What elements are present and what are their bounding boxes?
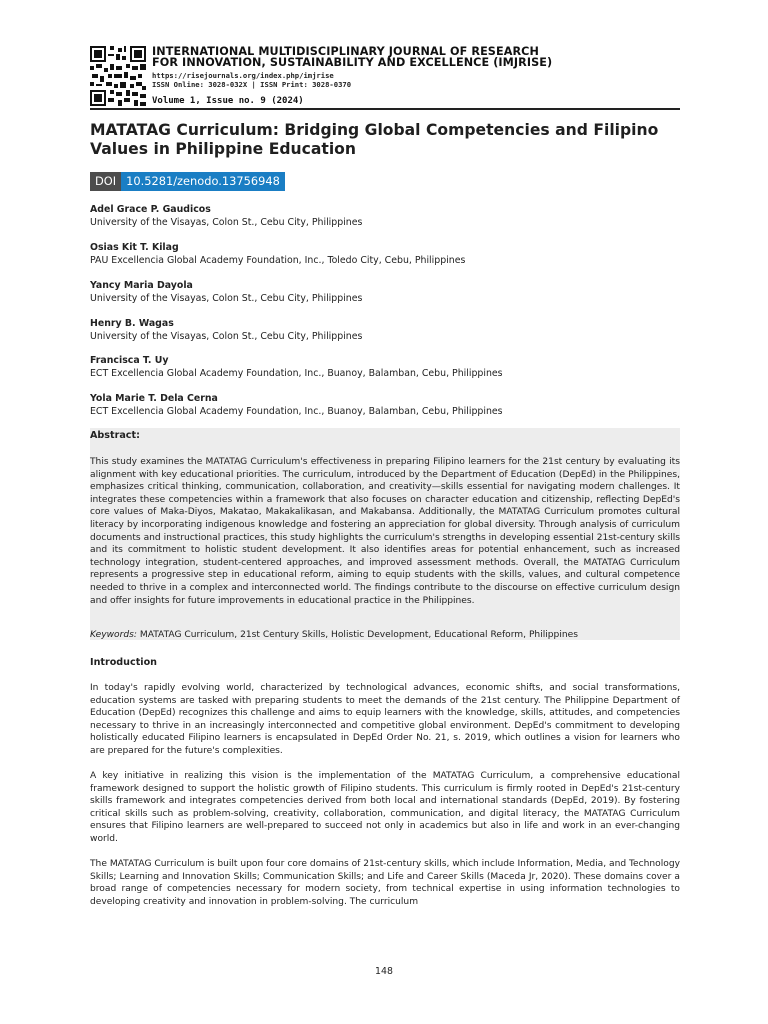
volume-issue: Volume 1, Issue no. 9 (2024)	[152, 96, 304, 106]
author-block	[90, 242, 690, 267]
article-title: MATATAG Curriculum: Bridging Global Competencies and Filipino Values in Philippine Education	[90, 121, 659, 158]
introduction-heading: Introduction	[90, 657, 157, 668]
author-affiliation: University of the Visayas, Colon St., Cebu City, Philippines	[90, 216, 363, 228]
author-name: Yola Marie T. Dela Cerna	[90, 393, 218, 404]
author-affiliation: University of the Visayas, Colon St., Cebu City, Philippines	[90, 330, 363, 342]
abstract-text: This study examines the MATATAG Curriculum's effectiveness in preparing Filipino learners for the 21st century by evaluating its alignment with key educational priorities. The curriculum, introduced by the Department of Education (DepEd) in the Philippines, emphasizes critical thinking, communication, collaboration, and creativity—skills essential for navigating modern challenges. It integrates these competencies within a framework that also focuses on character education and citizenship, reflecting DepEd's core values of Maka-Diyos, Makatao, Makakalikasan, and Makabansa. Additionally, the MATATAG Curriculum promotes cultural literacy by incorporating indigenous knowledge and fostering an appreciation for global diversity. Through analysis of curriculum documents and instructional practices, this study highlights the curriculum's strengths in developing essential 21st-century skills and its commitment to holistic student development. It also identifies areas for potential enhancement, such as increased technology integration, student-centered approaches, and improved assessment methods. Overall, the MATATAG Curriculum represents a progressive step in educational reform, aiming to equip students with the skills, values, and cultural competence needed to thrive in a complex and interconnected world. The findings contribute to the discourse on effective curriculum design and offer insights for future improvements in educational practice in the Philippines.	[90, 457, 680, 606]
author-name: Francisca T. Uy	[90, 355, 169, 366]
author-block	[90, 280, 690, 305]
keywords-label: Keywords:	[90, 630, 137, 640]
author-name: Osias Kit T. Kilag	[90, 242, 179, 253]
keywords-list: MATATAG Curriculum, 21st Century Skills, Holistic Development, Educational Reform, Philippines	[139, 630, 578, 640]
author-affiliation: ECT Excellencia Global Academy Foundation, Inc., Buanoy, Balamban, Cebu, Philippines	[90, 367, 503, 379]
author-block	[90, 318, 690, 343]
author-name: Yancy Maria Dayola	[90, 280, 193, 291]
doi-link[interactable]: 10.5281/zenodo.13756948	[121, 172, 285, 191]
author-block	[90, 204, 690, 229]
doi-badge[interactable]	[90, 172, 285, 191]
journal-title-line-2: FOR INNOVATION, SUSTAINABILITY AND EXCELLENCE (IMJRISE)	[152, 56, 553, 69]
abstract-heading: Abstract:	[90, 430, 140, 441]
intro-paragraph: In today's rapidly evolving world, characterized by technological advances, economic shifts, and social transformations, education systems are tasked with preparing students to meet the demands of the 21st century. The Philippine Department of Education (DepEd) recognizes this challenge and aims to equip learners with the knowledge, skills, attitudes, and competencies necessary to thrive in an increasingly interconnected and competitive global environment. DepEd's commitment to developing holistically educated Filipino learners is encapsulated in DepEd Order No. 21, s. 2019, which outlines a vision for learners who are prepared for the future's complexities.	[90, 683, 680, 756]
keywords	[90, 630, 578, 640]
author-block	[90, 393, 690, 418]
journal-issn: ISSN Online: 3028-032X | ISSN Print: 3028-0370	[152, 80, 352, 89]
doi-label: DOI	[90, 172, 121, 191]
journal-title	[152, 46, 552, 68]
author-affiliation: University of the Visayas, Colon St., Cebu City, Philippines	[90, 292, 363, 304]
author-name: Henry B. Wagas	[90, 318, 174, 329]
page-number: 148	[375, 966, 393, 977]
author-affiliation: PAU Excellencia Global Academy Foundation, Inc., Toledo City, Cebu, Philippines	[90, 254, 466, 266]
journal-header	[90, 44, 680, 110]
journal-title-line-1: INTERNATIONAL MULTIDISCIPLINARY JOURNAL OF RESEARCH	[152, 45, 539, 58]
author-name: Adel Grace P. Gaudicos	[90, 204, 211, 215]
author-affiliation: ECT Excellencia Global Academy Foundation, Inc., Buanoy, Balamban, Cebu, Philippines	[90, 405, 503, 417]
abstract-section	[90, 428, 680, 640]
intro-paragraph: The MATATAG Curriculum is built upon four core domains of 21st-century skills, which include Information, Media, and Technology Skills; Learning and Innovation Skills; Communication Skills; and Life and Career Skills (Maceda Jr, 2020). These domains cover a broad range of competencies necessary for modern society, from technical expertise in using information technologies to developing creativity and innovation in problem-solving. The curriculum	[90, 859, 680, 907]
journal-url[interactable]: https://risejournals.org/index.php/imjrise	[152, 71, 334, 80]
intro-paragraph: A key initiative in realizing this vision is the implementation of the MATATAG Curriculum, a comprehensive educational framework designed to support the holistic growth of Filipino students. This curriculum is firmly rooted in DepEd's 21st-century skills framework and integrates competencies derived from both local and international standards (DepEd, 2019). By fostering critical skills such as problem-solving, creativity, collaboration, communication, and digital literacy, the MATATAG Curriculum ensures that Filipino learners are well-prepared to succeed not only in academics but also in life and work in an ever-changing world.	[90, 771, 680, 844]
header-divider	[90, 108, 680, 110]
author-block	[90, 355, 690, 380]
qr-code-icon	[90, 46, 146, 106]
